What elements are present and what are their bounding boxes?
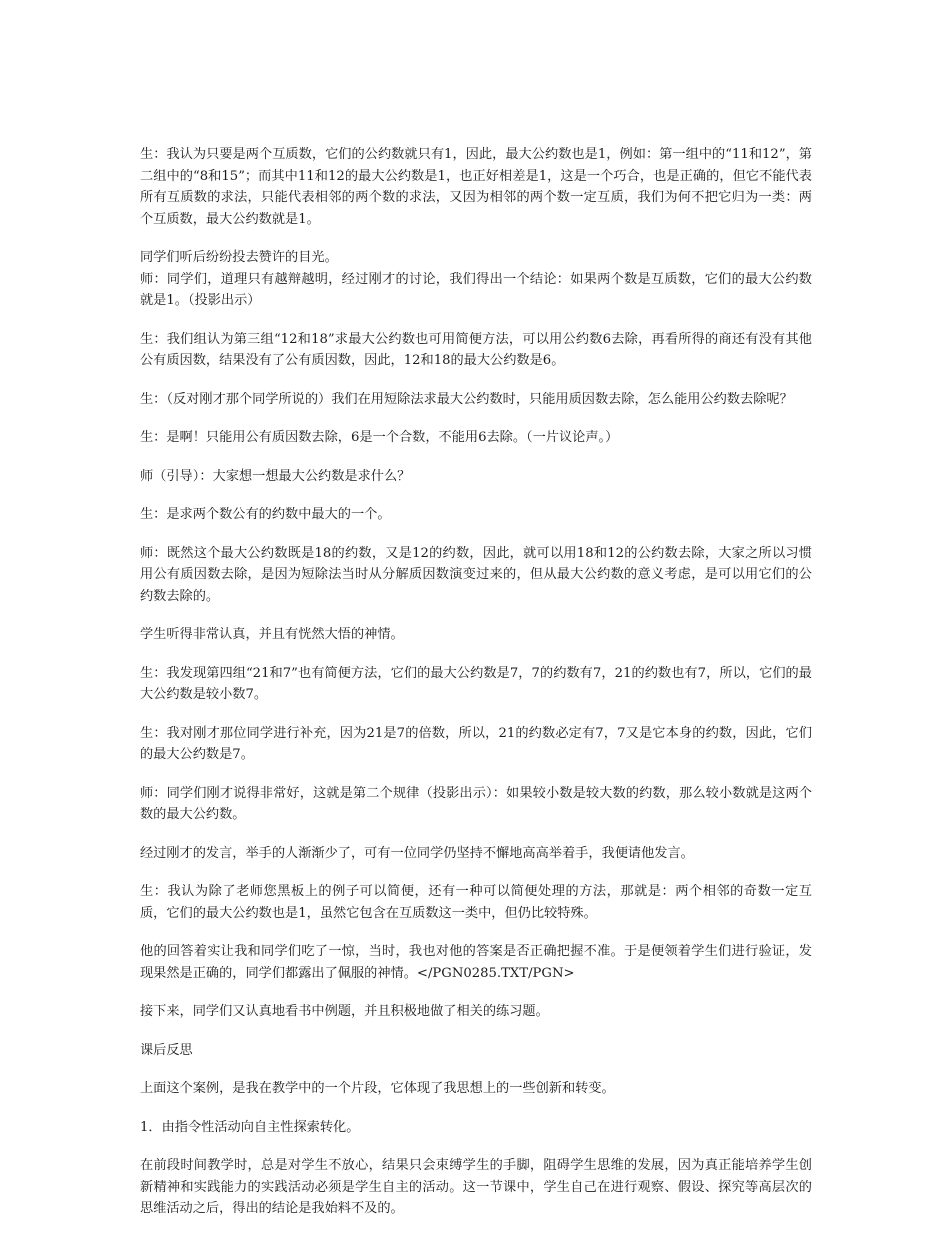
paragraph-reflection-body: 在前段时间教学时，总是对学生不放心，结果只会束缚学生的手脚，阻碍学生思维的发展，因为真正能培养学生创新精神和实践能力的实践活动必须是学生自主的活动。这一节课中，学生自己在进行观察、假设、探究等高层次的思维活动之后，得出的结论是我始料不及的。 [140, 1158, 812, 1216]
paragraph-teacher-rule-two: 师：同学们刚才说得非常好，这就是第二个规律（投影出示）：如果较小数是较大数的约数，那么较小数就是这两个数的最大公约数。 [140, 785, 812, 822]
paragraph-teacher-conclusion-1: 师：同学们，道理只有越辩越明，经过刚才的讨论，我们得出一个结论：如果两个数是互质数，它们的最大公约数就是1。（投影出示） [140, 271, 812, 308]
document-page [140, 144, 812, 1237]
paragraph-student-coprime: 生：我认为只要是两个互质数，它们的公约数就只有1，因此，最大公约数也是1，例如：第一组中的“11和12”，第二组中的“8和15”；而其中11和12的最大公约数是1，也正好相差是1，这是一个巧合，也是正确的，但它不能代表所有互质数的求法，只能代表相邻的两个数的求法，又因为相邻的两个数一定互质，我们为何不把它归为一类：两个互质数，最大公约数就是1。 [140, 147, 812, 227]
paragraph-students-listen: 学生听得非常认真，并且有恍然大悟的神情。 [140, 627, 404, 642]
paragraph-narration-hands: 经过刚才的发言，举手的人渐渐少了，可有一位同学仍坚持不懈地高高举着手，我便请他发言。 [140, 845, 694, 861]
paragraph-teacher-guide: 师（引导）：大家想一想最大公约数是求什么？ [140, 468, 411, 484]
paragraph-classmates-approval: 同学们听后纷纷投去赞许的目光。 [140, 250, 338, 265]
paragraph-student-group-four: 生：我发现第四组“21和7”也有简便方法，它们的最大公约数是7，7的约数有7，21的约数也有7，所以，它们的最大公约数是较小数7。 [140, 665, 812, 702]
paragraph-reflection-point-one: 1．由指令性活动向自主性探索转化。 [140, 1119, 360, 1135]
paragraph-student-odd-numbers: 生：我认为除了老师您黑板上的例子可以简便，还有一种可以简便处理的方法，那就是：两个相邻的奇数一定互质，它们的最大公约数也是1，虽然它包含在互质数这一类中，但仍比较特殊。 [140, 884, 812, 921]
section-heading-reflection: 课后反思 [140, 1042, 193, 1058]
paragraph-student-supplement: 生：我对刚才那位同学进行补充，因为21是7的倍数，所以，21的约数必定有7，7又是它本身的约数，因此，它们的最大公约数是7。 [140, 725, 812, 762]
paragraph-narration-exercises: 接下来，同学们又认真地看书中例题，并且积极地做了相关的练习题。 [140, 1004, 549, 1019]
paragraph-reflection-intro: 上面这个案例，是我在教学中的一个片段，它体现了我思想上的一些创新和转变。 [140, 1081, 615, 1096]
paragraph-student-agree: 生：是啊！只能用公有质因数去除，6是一个合数，不能用6去除。（一片议论声。） [140, 430, 619, 445]
paragraph-narration-surprise: 他的回答着实让我和同学们吃了一惊，当时，我也对他的答案是否正确把握不准。于是便领着学生们进行验证，发现果然是正确的，同学们都露出了佩服的神情。</PGN0285.TXT/PGN> [140, 944, 812, 981]
paragraph-student-group-three: 生：我们组认为第三组“12和18”求最大公约数也可用简便方法，可以用公约数6去除，再看所得的商还有没有其他公有质因数，结果没有了公有质因数，因此，12和18的最大公约数是6。 [140, 331, 812, 368]
paragraph-teacher-explain: 师：既然这个最大公约数既是18的约数，又是12的约数，因此，就可以用18和12的公约数去除，大家之所以习惯用公有质因数去除，是因为短除法当时从分解质因数演变过来的，但从最大公约数的意义考虑，是可以用它们的公约数去除的。 [140, 545, 812, 604]
paragraph-student-answer: 生：是求两个数公有的约数中最大的一个。 [140, 507, 391, 522]
paragraph-student-objection: 生：（反对刚才那个同学所说的）我们在用短除法求最大公约数时，只能用质因数去除，怎么能用公约数去除呢？ [140, 391, 793, 407]
